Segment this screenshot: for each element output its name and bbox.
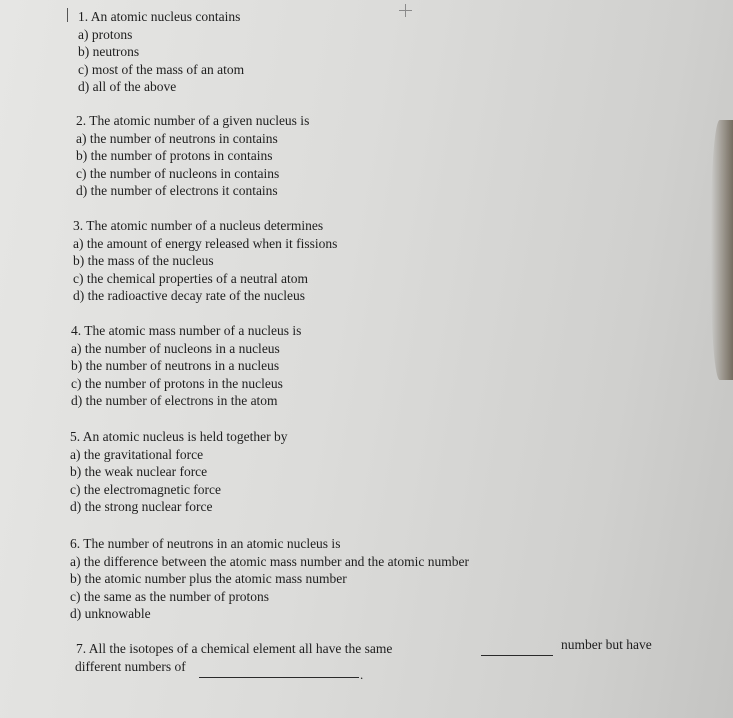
option-a[interactable]: a) the amount of energy released when it fissions — [73, 235, 338, 251]
option-d[interactable]: d) the number of electrons in the atom — [71, 393, 278, 408]
question-4 — [71, 322, 301, 410]
option-d[interactable]: d) the strong nuclear force — [70, 499, 213, 514]
option-d[interactable]: d) all of the above — [78, 79, 177, 94]
option-b[interactable]: b) the weak nuclear force — [70, 464, 208, 479]
option-c[interactable]: c) the same as the number of protons — [70, 588, 270, 604]
answer-blank-1[interactable] — [481, 655, 553, 656]
option-d[interactable]: d) the number of electrons it contains — [76, 183, 278, 198]
option-c[interactable]: c) most of the mass of an atom — [78, 61, 245, 77]
option-a[interactable]: a) the number of nucleons in a nucleus — [71, 340, 280, 356]
question-stem: 3. The atomic number of a nucleus determines — [73, 218, 324, 233]
question-2 — [76, 112, 309, 200]
question-stem: 2. The atomic number of a given nucleus is — [76, 113, 310, 128]
question-5 — [70, 428, 287, 516]
question-stem: 1. An atomic nucleus contains — [78, 9, 241, 24]
question-3 — [73, 217, 337, 305]
option-b[interactable]: b) the number of protons in contains — [76, 148, 273, 163]
option-b[interactable]: b) neutrons — [78, 44, 140, 59]
question-7-period: . — [360, 667, 364, 682]
option-a[interactable]: a) the gravitational force — [70, 446, 204, 462]
option-a[interactable]: a) protons — [78, 26, 133, 42]
option-a[interactable]: a) the difference between the atomic mass number and the atomic number — [70, 553, 469, 569]
option-c[interactable]: c) the electromagnetic force — [70, 481, 222, 497]
option-b[interactable]: b) the atomic number plus the atomic mass number — [70, 571, 347, 586]
plus-mark-icon — [399, 4, 412, 17]
question-7-continuation: number but have — [561, 637, 652, 652]
question-6 — [70, 535, 469, 623]
question-stem: 4. The atomic mass number of a nucleus is — [71, 323, 302, 338]
question-7-second-line: different numbers of — [75, 659, 186, 674]
option-c[interactable]: c) the number of nucleons in contains — [76, 165, 280, 181]
margin-mark — [67, 8, 68, 22]
option-c[interactable]: c) the chemical properties of a neutral atom — [73, 270, 309, 286]
question-stem: 6. The number of neutrons in an atomic nucleus is — [70, 536, 341, 551]
question-1 — [78, 8, 244, 96]
option-a[interactable]: a) the number of neutrons in contains — [76, 130, 278, 146]
answer-blank-2[interactable] — [199, 677, 359, 678]
page-edge-shadow — [711, 120, 733, 380]
question-stem: 5. An atomic nucleus is held together by — [70, 429, 288, 444]
option-d[interactable]: d) the radioactive decay rate of the nucleus — [73, 288, 306, 303]
question-7-stem: 7. All the isotopes of a chemical element all have the same — [76, 641, 393, 656]
option-c[interactable]: c) the number of protons in the nucleus — [71, 375, 283, 391]
option-b[interactable]: b) the mass of the nucleus — [73, 253, 214, 268]
option-b[interactable]: b) the number of neutrons in a nucleus — [71, 358, 280, 373]
option-d[interactable]: d) unknowable — [70, 606, 151, 621]
